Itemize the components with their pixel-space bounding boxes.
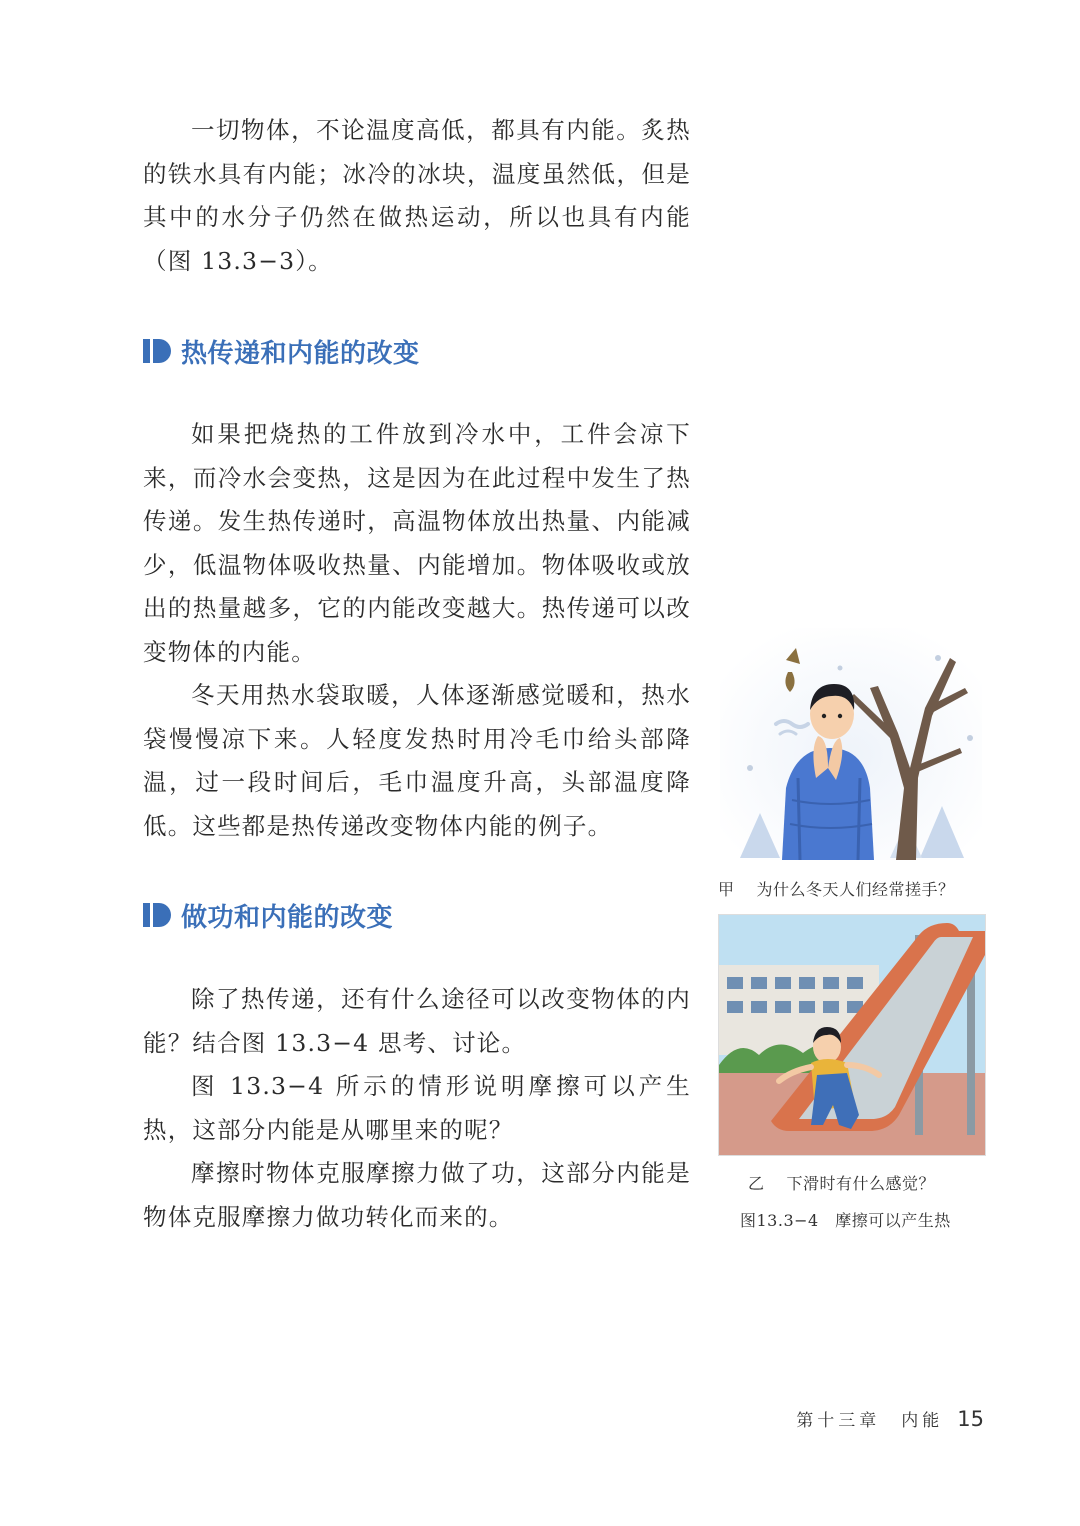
slide-illustration — [719, 915, 985, 1155]
paragraph-friction-work: 摩擦时物体克服摩擦力做了功，这部分内能是物体克服摩擦力做功转化而来的。 — [143, 1159, 691, 1231]
section-heading-work — [143, 897, 393, 933]
heading-marker-icon — [143, 901, 173, 929]
paragraph-question: 除了热传递，还有什么途径可以改变物体的内能？结合图 13.3−4 思考、讨论。 — [143, 985, 691, 1057]
paragraph-heat-transfer: 如果把烧热的工件放到冷水中，工件会凉下来，而冷水会变热，这是因为在此过程中发生了热传递。发生热传递时，高温物体放出热量、内能减少，低温物体吸收热量、内能增加。物体吸收或放出的热量越多，它的内能改变越大。热传递可以改变物体的内能。 — [143, 420, 691, 666]
section-heading-heat-transfer — [143, 333, 420, 369]
paragraph-intro: 一切物体，不论温度高低，都具有内能。炙热的铁水具有内能；冰冷的冰块，温度虽然低，但是其中的水分子仍然在做热运动，所以也具有内能（图 13.3−3）。 — [143, 116, 691, 275]
chapter-title: 第十三章 内能 — [796, 1411, 944, 1431]
page-number: 15 — [957, 1407, 984, 1431]
heading-marker-icon — [143, 337, 173, 365]
figure-b-caption-text: 下滑时有什么感觉？ — [786, 1174, 936, 1193]
paragraph-friction-heat: 图 13.3−4 所示的情形说明摩擦可以产生热，这部分内能是从哪里来的呢？ — [143, 1072, 691, 1144]
figure-a-caption — [718, 877, 955, 900]
figure-a-label: 甲 — [718, 880, 735, 899]
figure-boy-rubbing-hands — [720, 628, 982, 860]
figure-a-caption-text: 为什么冬天人们经常搓手？ — [756, 880, 955, 899]
heading-text: 做功和内能的改变 — [181, 902, 394, 933]
winter-illustration — [720, 628, 982, 860]
page-footer — [796, 1406, 984, 1431]
heading-text: 热传递和内能的改变 — [181, 338, 420, 369]
figure-b-caption — [748, 1171, 935, 1194]
figure-boy-on-slide — [718, 914, 986, 1156]
paragraph-examples: 冬天用热水袋取暖，人体逐渐感觉暖和，热水袋慢慢凉下来。人轻度发热时用冷毛巾给头部降温，过一段时间后，毛巾温度升高，头部温度降低。这些都是热传递改变物体内能的例子。 — [143, 681, 691, 840]
figure-title: 图13.3−4 摩擦可以产生热 — [740, 1211, 951, 1230]
figure-b-label: 乙 — [748, 1174, 765, 1193]
